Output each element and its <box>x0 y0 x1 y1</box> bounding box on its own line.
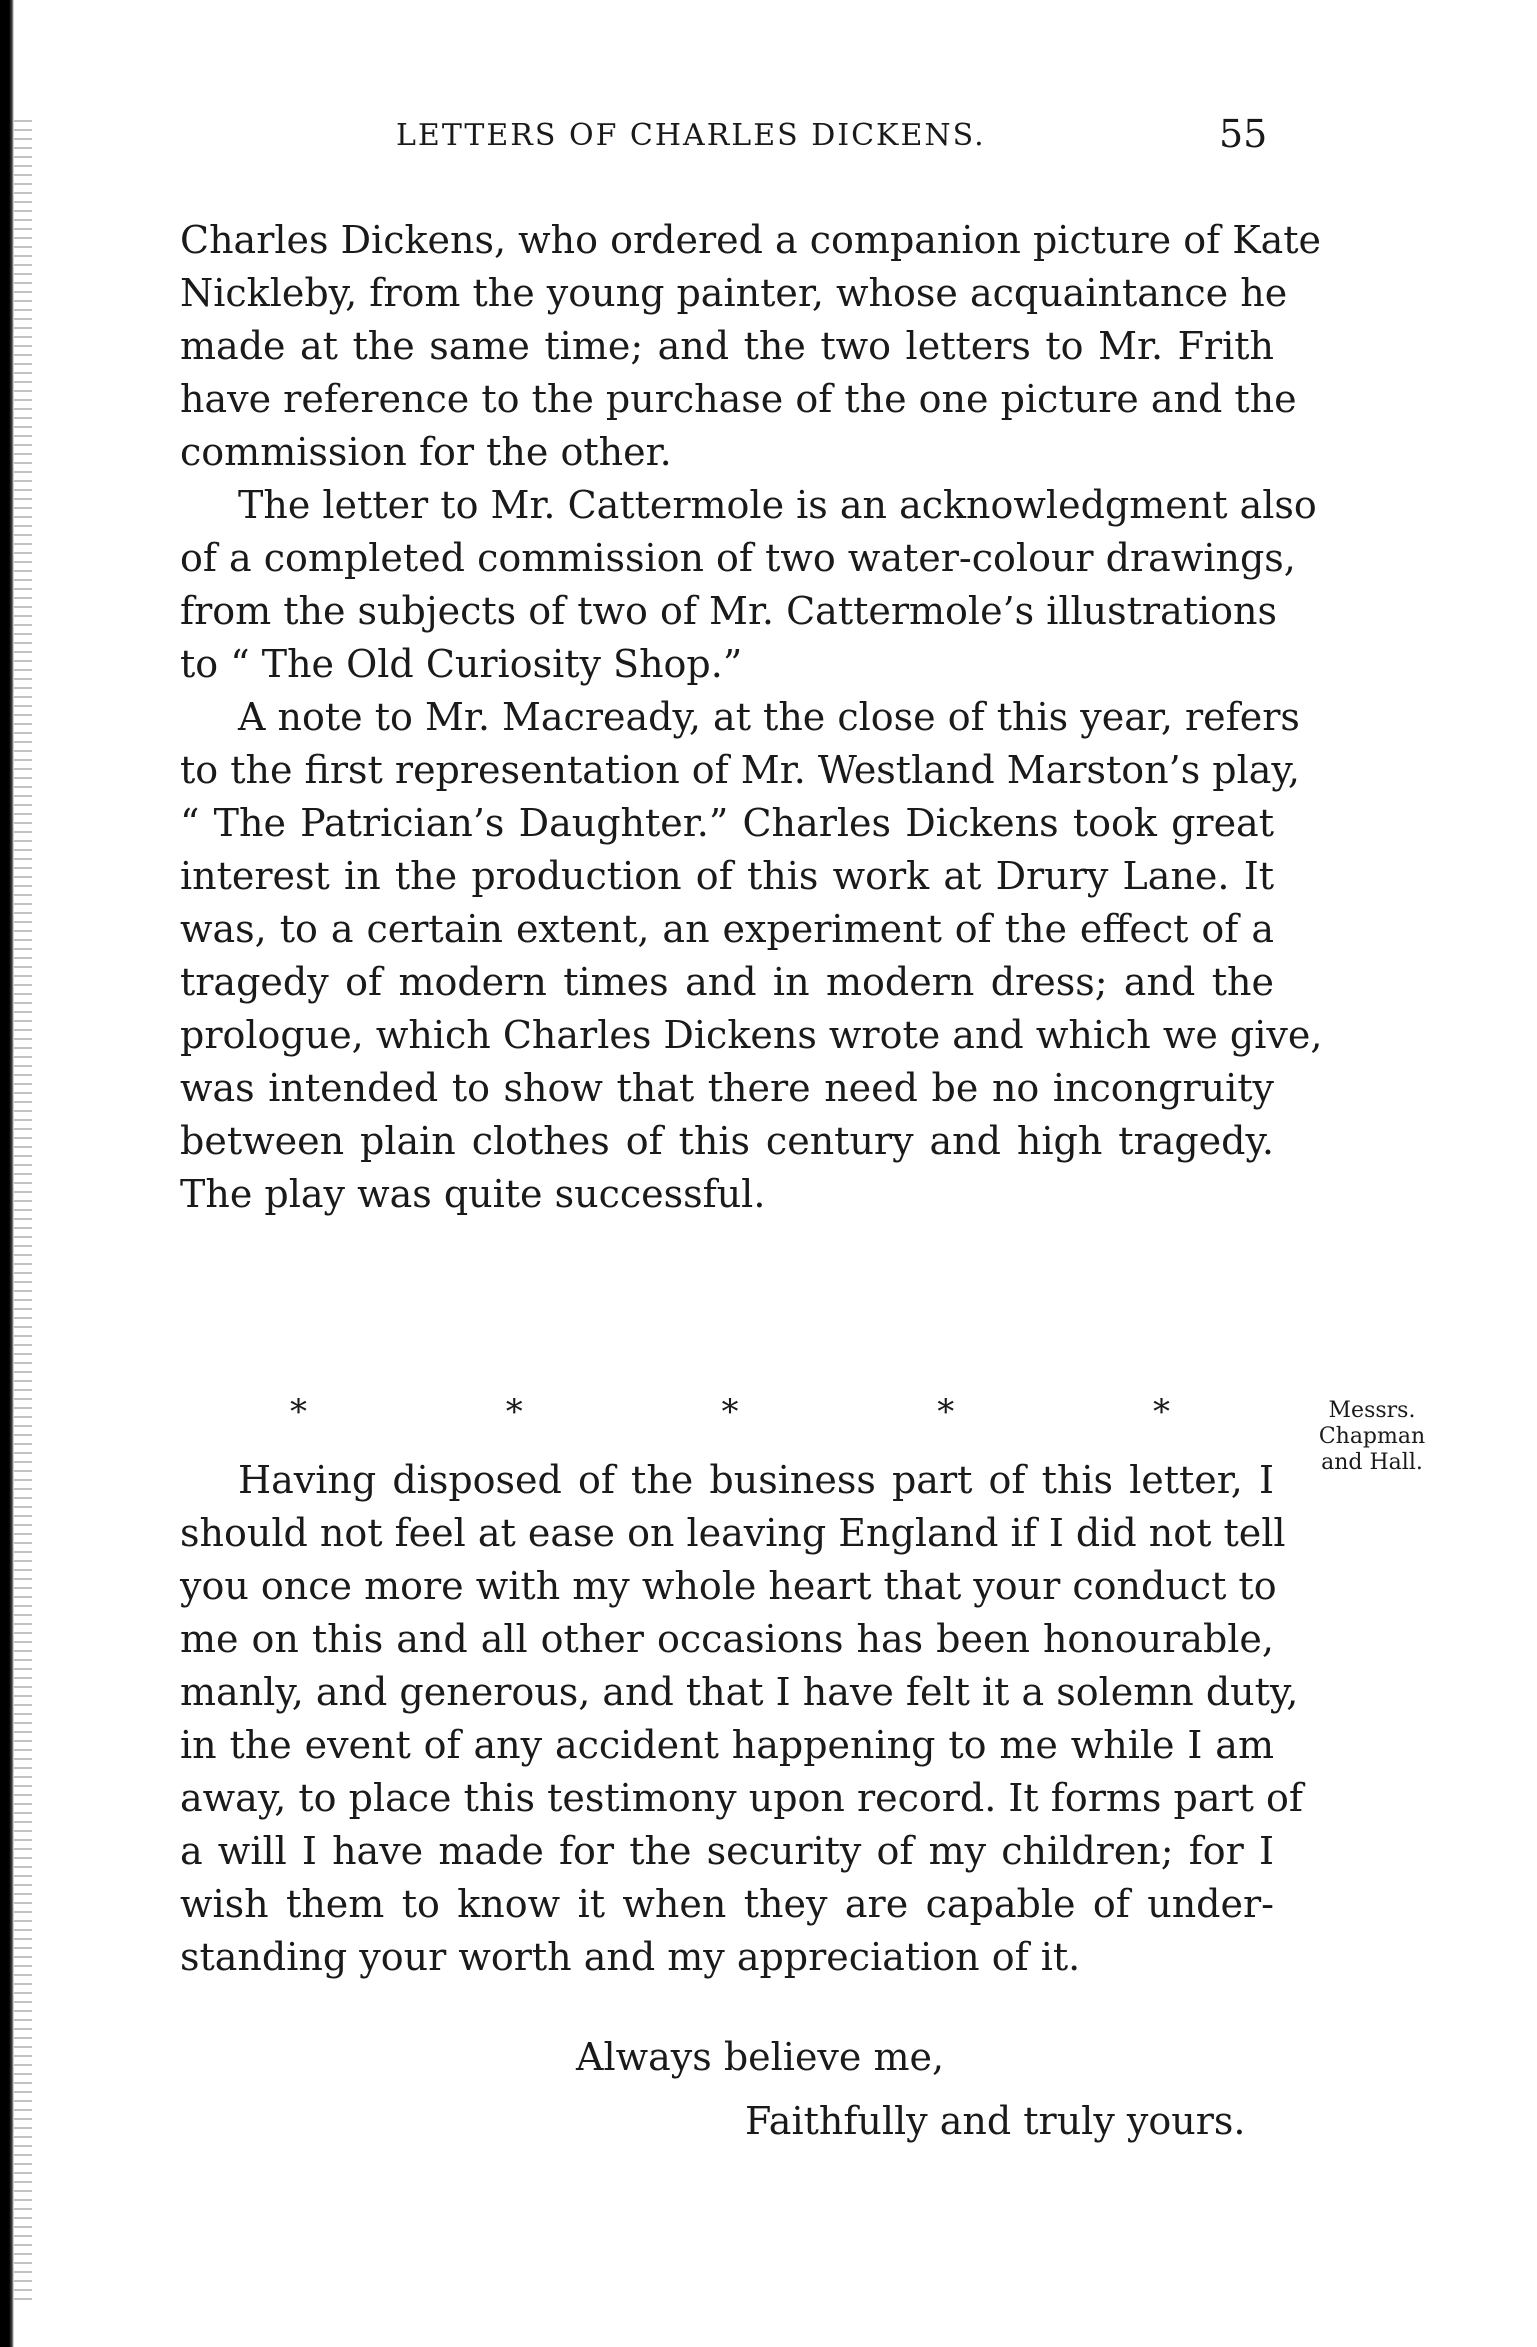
text-line: have reference to the purchase of the one picture and the <box>180 377 1297 421</box>
text-line: “ The Patrician’s Daughter.” Charles Dickens took great <box>180 801 1274 845</box>
text-line: interest in the production of this work at Drury Lane. It <box>180 854 1274 898</box>
page-number: 55 <box>1219 112 1268 156</box>
text-line: you once more with my whole heart that your conduct to <box>180 1564 1277 1608</box>
closing-signoff: Faithfully and truly yours. <box>745 2099 1246 2143</box>
paragraph-2 <box>180 479 1317 691</box>
asterisk: * <box>290 1392 307 1432</box>
text-line: between plain clothes of this century and high tragedy. <box>180 1119 1274 1163</box>
margin-note-recipient <box>1307 1398 1437 1476</box>
text-line: from the subjects of two of Mr. Cattermole’s illustrations <box>180 589 1278 633</box>
text-line: away, to place this testimony upon record. It forms part of <box>180 1776 1303 1820</box>
letter-body <box>180 1454 1303 1984</box>
margin-note-line: Chapman <box>1318 1424 1426 1449</box>
asterisk: * <box>505 1392 523 1432</box>
running-head: LETTERS OF CHARLES DICKENS. <box>396 118 986 153</box>
asterisk: * <box>1153 1392 1170 1432</box>
text-line: manly, and generous, and that I have felt it a solemn duty, <box>180 1670 1299 1714</box>
text-line: wish them to know it when they are capable of under- <box>180 1882 1274 1926</box>
text-line: to the first representation of Mr. Westland Marston’s play, <box>180 748 1300 792</box>
text-line: A note to Mr. Macready, at the close of this year, refers <box>238 695 1300 739</box>
text-line: was, to a certain extent, an experiment of the effect of a <box>180 907 1274 951</box>
asterisk: * <box>721 1392 739 1432</box>
text-line: commission for the other. <box>180 430 672 474</box>
text-line: Charles Dickens, who ordered a companion picture of Kate <box>180 218 1322 262</box>
text-line: me on this and all other occasions has been honourable, <box>180 1617 1274 1661</box>
paragraph-1 <box>180 214 1322 479</box>
text-line: in the event of any accident happening to me while I am <box>180 1723 1274 1767</box>
margin-note-line: and Hall. <box>1321 1450 1423 1475</box>
text-line: Having disposed of the business part of this letter, I <box>238 1458 1274 1502</box>
text-line: Nickleby, from the young painter, whose acquaintance he <box>180 271 1288 315</box>
text-line: tragedy of modern times and in modern dress; and the <box>180 960 1274 1004</box>
margin-note-line: Messrs. <box>1328 1398 1416 1423</box>
closing-salutation: Always believe me, <box>576 2035 945 2079</box>
text-line: of a completed commission of two water-colour drawings, <box>180 536 1296 580</box>
text-line: to “ The Old Curiosity Shop.” <box>180 642 743 686</box>
text-line: was intended to show that there need be no incongruity <box>180 1066 1274 1110</box>
paragraph-3 <box>180 691 1323 1221</box>
text-line: should not feel at ease on leaving England if I did not tell <box>180 1511 1286 1555</box>
text-line: a will I have made for the security of my children; for I <box>180 1829 1274 1873</box>
text-line: The play was quite successful. <box>180 1172 766 1216</box>
asterisk: * <box>937 1392 955 1432</box>
text-line: made at the same time; and the two letters to Mr. Frith <box>180 324 1274 368</box>
text-line: standing your worth and my appreciation of it. <box>180 1935 1081 1979</box>
text-line: The letter to Mr. Cattermole is an acknowledgment also <box>238 483 1317 527</box>
asterisk-separator <box>290 1392 1170 1432</box>
text-line: prologue, which Charles Dickens wrote and which we give, <box>180 1013 1323 1057</box>
